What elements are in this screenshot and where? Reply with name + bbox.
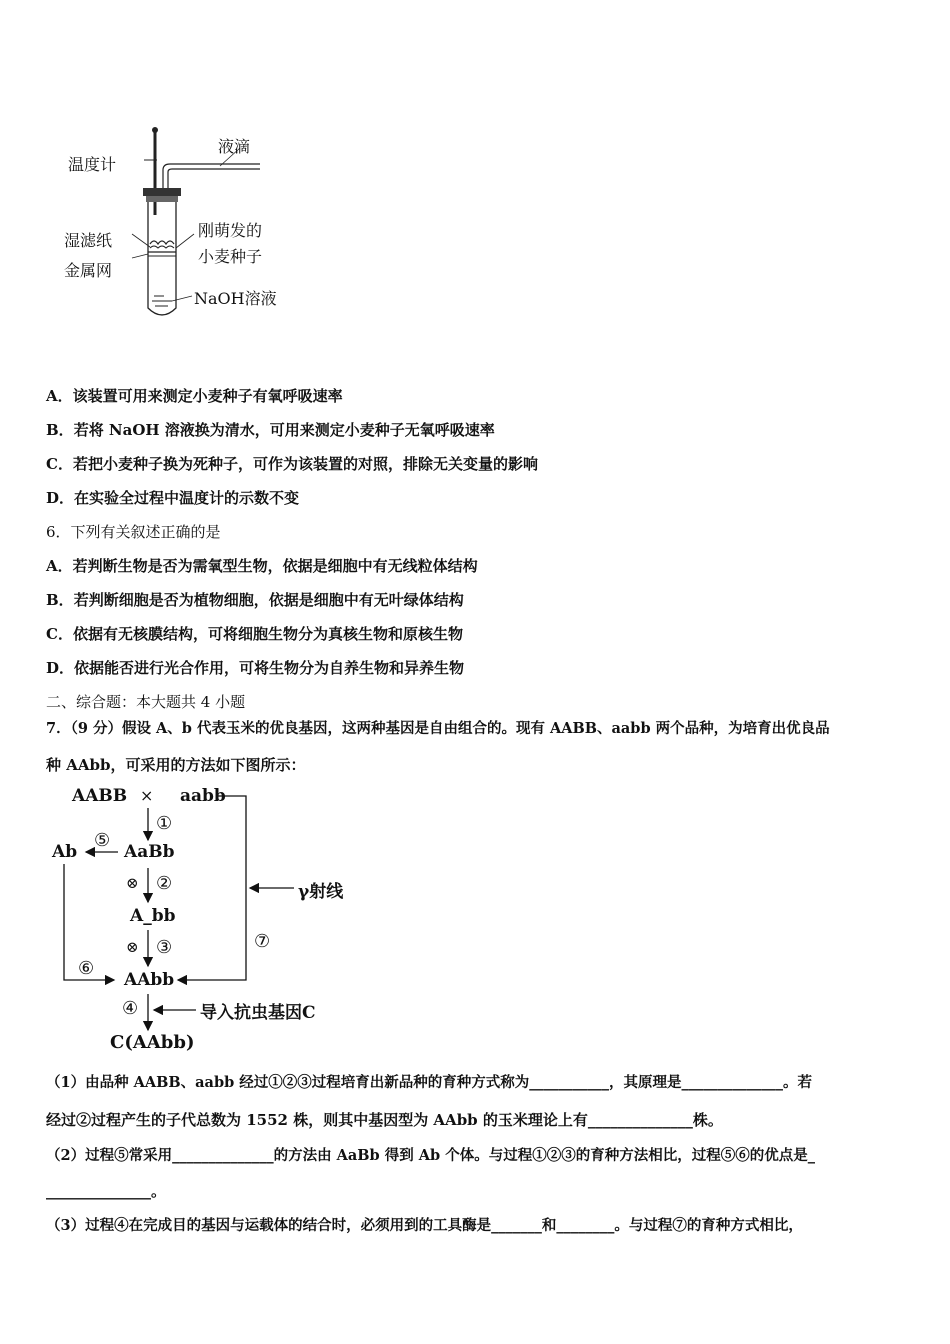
- section2-title: 二、综合题：本大题共 4 小题: [46, 693, 246, 711]
- f2-a-bb: A_bb: [130, 906, 176, 926]
- step-5-label: ⑤: [94, 830, 111, 851]
- q6-option-a: [46, 555, 478, 576]
- option-letter: A．: [46, 387, 73, 405]
- seeds-label-line2: 小麦种子: [198, 247, 263, 266]
- q5-option-a: [46, 385, 343, 406]
- haploid-ab: Ab: [52, 842, 78, 862]
- option-text: 在实验全过程中温度计的示数不变: [74, 489, 300, 507]
- option-letter: C．: [46, 455, 73, 473]
- q5-option-b: [46, 419, 495, 440]
- option-letter: D．: [46, 659, 75, 677]
- q6-stem: 6．下列有关叙述正确的是: [46, 523, 221, 541]
- naoh-label: NaOH溶液: [194, 289, 277, 308]
- q6-option-b: [46, 589, 464, 610]
- q6-option-c: [46, 623, 463, 644]
- q7-sub2-line1: （2）过程⑤常采用______________的方法由 AaBb 得到 Ab 个体。与过程①②③的育种方法相比，过程⑤⑥的优点是_: [46, 1147, 815, 1164]
- step-7-label: ⑦: [254, 931, 271, 952]
- option-text: 若把小麦种子换为死种子，可作为该装置的对照，排除无关变量的影响: [72, 455, 538, 473]
- step-6-label: ⑥: [78, 958, 95, 979]
- option-text: 若判断生物是否为需氧型生物，依据是细胞中有无线粒体结构: [72, 557, 478, 575]
- thermometer-label: 温度计: [68, 155, 117, 174]
- target-aabb: AAbb: [124, 970, 175, 990]
- step-2-label: ②: [156, 873, 173, 894]
- q5-option-d: [46, 487, 299, 508]
- gamma-ray-label: γ射线: [298, 882, 344, 902]
- droplet-label: 液滴: [218, 137, 251, 156]
- import-gene-label: 导入抗虫基因C: [200, 1003, 316, 1023]
- step-3-label: ③: [156, 937, 173, 958]
- wet-filter-paper-label: 湿滤纸: [64, 231, 113, 250]
- apparatus-figure: [60, 120, 300, 330]
- option-letter: B．: [46, 591, 74, 609]
- parent-aabb-recessive: aabb: [180, 786, 226, 806]
- q7-sub1-line2: 经过②过程产生的子代总数为 1552 株，则其中基因型为 AAbb 的玉米理论上有______________株。: [46, 1111, 723, 1129]
- step-4-label: ④: [122, 998, 139, 1019]
- final-c-aabb: C(AAbb): [110, 1032, 195, 1053]
- option-text: 若判断细胞是否为植物细胞，依据是细胞中有无叶绿体结构: [73, 591, 464, 609]
- option-letter: A．: [46, 557, 73, 575]
- breeding-diagram: [46, 780, 366, 1065]
- step-1-label: ①: [156, 813, 173, 834]
- option-letter: D．: [46, 489, 75, 507]
- q7-stem-line2: 种 AAbb，可采用的方法如下图所示：: [46, 756, 306, 774]
- option-letter: C．: [46, 625, 73, 643]
- q7-sub2-line2: ______________。: [46, 1182, 167, 1200]
- metal-mesh-label: 金属网: [64, 261, 113, 280]
- option-text: 若将 NaOH 溶液换为清水，可用来测定小麦种子无氧呼吸速率: [73, 421, 495, 439]
- option-text: 依据能否进行光合作用，可将生物分为自养生物和异养生物: [74, 659, 465, 677]
- cross-symbol: ×: [140, 786, 154, 805]
- option-text: 依据有无核膜结构，可将细胞生物分为真核生物和原核生物: [72, 625, 463, 643]
- q7-stem-line1: 7．（9 分）假设 A、b 代表玉米的优良基因，这两种基因是自由组合的。现有 AABB、aabb 两个品种，为培育出优良品: [46, 720, 830, 737]
- option-letter: B．: [46, 421, 74, 439]
- self-symbol-1: ⊗: [126, 874, 139, 892]
- q7-sub1-line1: （1）由品种 AABB、aabb 经过①②③过程培育出新品种的育种方式称为___________，其原理是______________。若: [46, 1074, 813, 1091]
- q7-sub3-line1: （3）过程④在完成目的基因与运载体的结合时，必须用到的工具酶是_______和________。与过程⑦的育种方式相比，: [46, 1217, 803, 1234]
- q6-option-d: [46, 657, 464, 678]
- parent-aabb-dominant: AABB: [72, 786, 128, 806]
- option-text: 该装置可用来测定小麦种子有氧呼吸速率: [72, 387, 343, 405]
- q5-option-c: [46, 453, 538, 474]
- seeds-label-line1: 刚萌发的: [198, 221, 263, 240]
- f1-aabb: AaBb: [124, 842, 175, 862]
- self-symbol-2: ⊗: [126, 938, 139, 956]
